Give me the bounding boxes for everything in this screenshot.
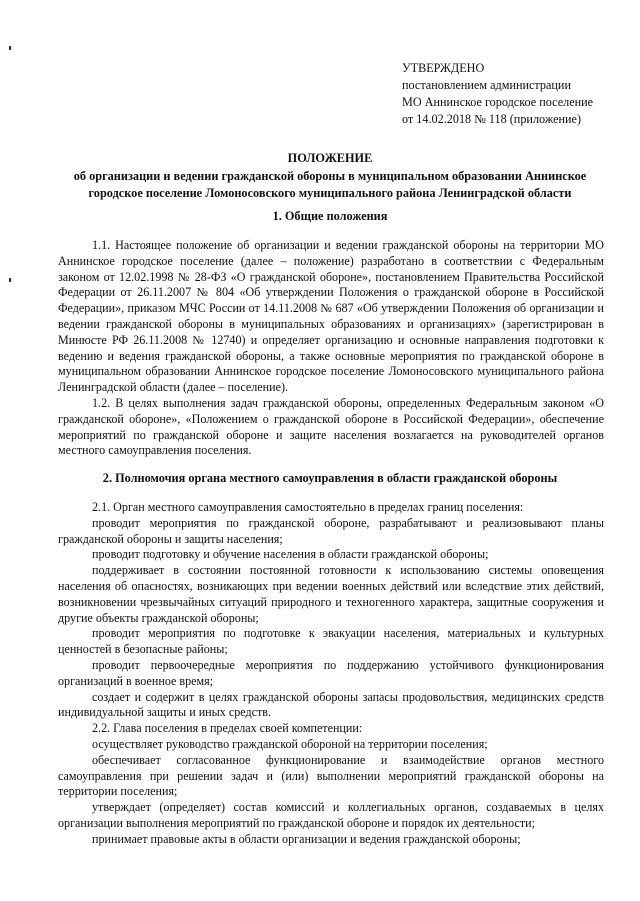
paragraph: проводит мероприятия по подготовке к эвакуации населения, материальных и культурных ценностей в безопасные районы; — [58, 626, 604, 657]
scan-mark — [9, 278, 11, 282]
scan-mark — [9, 46, 11, 50]
title-subtitle: городское поселение Ломоносовского муниципального района Ленинградской области — [88, 186, 572, 200]
section-2-body — [58, 500, 604, 848]
paragraph: обеспечивает согласованное функционирование и взаимодействие органов местного самоуправления при решении задач и (или) выполнении мероприятий гражданской обороны на территории поселения; — [58, 752, 604, 799]
section-1-title: 1. Общие положения — [272, 209, 388, 223]
paragraph: 2.1. Орган местного самоуправления самостоятельно в пределах границ поселения: — [92, 500, 524, 514]
title-heading: ПОЛОЖЕНИЕ — [287, 151, 373, 165]
paragraph: создает и содержит в целях гражданской обороны запасы продовольствия, медицинских средств индивидуальной защиты и иных средств. — [58, 689, 604, 720]
approval-line: УТВЕРЖДЕНО — [402, 61, 485, 75]
document-title — [56, 150, 604, 203]
section-2-title: 2. Полномочия органа местного самоуправления в области гражданской обороны — [102, 471, 558, 485]
paragraph: 1.2. В целях выполнения задач гражданской обороны, определенных Федеральным законом «О гражданской обороне», «Положением о гражданской обороне в Российской Федерации», обеспечение мероприятий по гражданской обороне и защите населения возлагается на руководителей органов местного самоуправления поселения. — [58, 395, 604, 458]
approval-line: постановлением администрации — [402, 78, 571, 92]
paragraph: утверждает (определяет) состав комиссий и коллегиальных органов, создаваемых в целях организации выполнения мероприятий по гражданской обороне и порядок их деятельности; — [58, 800, 604, 830]
approval-stamp — [402, 60, 593, 128]
approval-line: от 14.02.2018 № 118 (приложение) — [402, 112, 581, 126]
paragraph: осуществляет руководство гражданской обороной на территории поселения; — [92, 736, 488, 751]
paragraph: проводит мероприятия по гражданской обороне, разрабатывают и реализовывают планы гражданской обороны и защиты населения; — [58, 515, 604, 546]
paragraph: поддерживает в состоянии постоянной готовности к использованию системы оповещения населения об опасностях, возникающих при ведении военных действий или вследствие этих действий, возникновении чрезвычайных ситуаций природного и техногенного характера, защитные сооружения и другие объекты гражданской обороны; — [58, 563, 604, 625]
title-subtitle: об организации и ведении гражданской обороны в муниципальном образовании Аннинское — [73, 168, 587, 183]
approval-line: МО Аннинское городское поселение — [402, 95, 594, 109]
paragraph: проводит подготовку и обучение населения в области гражданской обороны; — [92, 547, 489, 562]
paragraph: 2.2. Глава поселения в пределах своей компетенции: — [92, 721, 363, 736]
section-1-body — [58, 238, 604, 459]
paragraph: 1.1. Настоящее положение об организации и ведении гражданской обороны на территории МО Аннинское городское поселение (далее – положение) разработано в соответствии с Федеральным законом от 12.02.1998 № 28-ФЗ «О гражданской обороне», постановлением Правительства Российской Федерации от 26.11.2007 № 804 «Об утверждении Положения о гражданской обороне в Российской Федерации», приказом МЧС России от 14.11.2008 № 687 «Об утверждении Положения об организации и ведении гражданской обороны в муниципальных образованиях и организациях» (зарегистрирован в Минюсте РФ 26.11.2008 № 12740) и определяет организацию и основные направления подготовки к ведению и ведения гражданской обороны, а также основные мероприятия по гражданской обороне в муниципальном образовании Аннинское городское поселение Ломоносовского муниципального района Ленинградской области (далее – поселение). — [58, 238, 604, 395]
paragraph: проводит первоочередные мероприятия по поддержанию устойчивого функционирования организаций в военное время; — [58, 657, 604, 688]
paragraph: принимает правовые акты в области организации и ведения гражданской обороны; — [92, 831, 521, 846]
